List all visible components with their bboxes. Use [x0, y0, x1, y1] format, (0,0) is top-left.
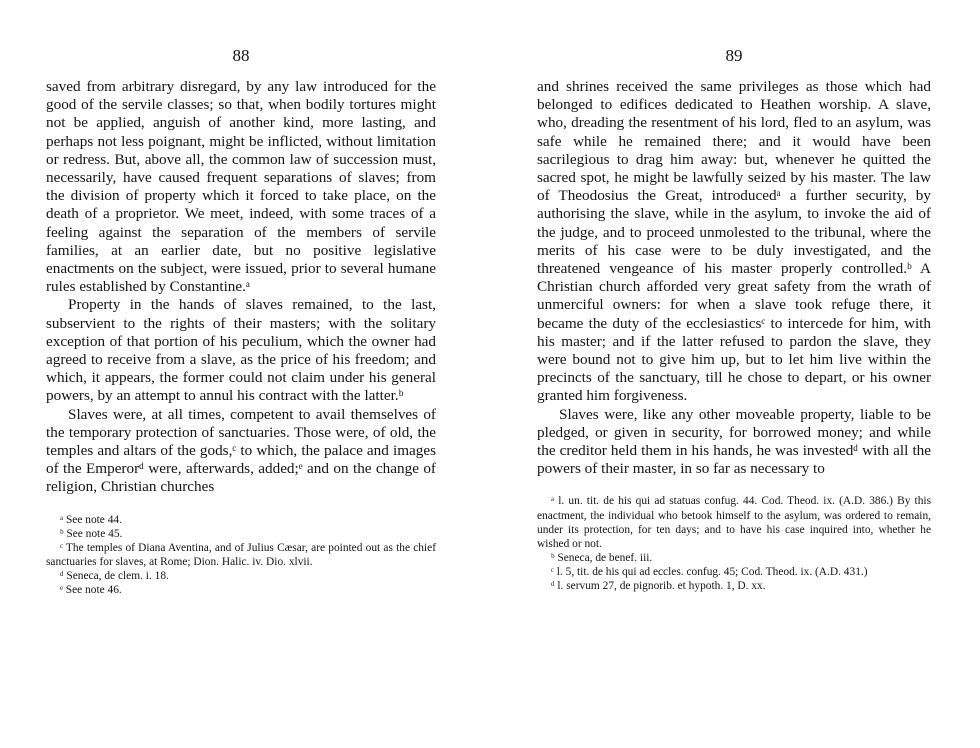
- right-body-text: [537, 78, 931, 478]
- page-number-right: 89: [725, 46, 743, 65]
- footnote: ᶜ The temples of Diana Aventina, and of Julius Cæsar, are pointed out as the chief sanctuaries for slaves, at Rome; Dion. Halic. iv. Dio. xlvii.: [46, 541, 436, 568]
- left-page: [46, 0, 436, 748]
- paragraph: and shrines received the same privileges as those which had belonged to edifices dedicated to Heathen worship. A slave, who, dreading the resentment of his lord, fled to an asylum, was safe while he remained there; and it would have been sacrilegious to drag him away: but, whenever he quitted the sacred spot, he might be lawfully seized by his master. The law of Theodosius the Great, introducedᵃ a further security, by authorising the slave, while in the asylum, to invoke the aid of the judge, and to proceed unmolested to the tribunal, where the merits of his case were to be duly investigated, and the threatened vengeance of his master properly controlled.ᵇ A Christian church afforded very great safety from the wrath of unmerciful owners: for when a slave took refuge there, it became the duty of the ecclesiasticsᶜ to intercede for him, with his master; and if the latter refused to pardon the slave, they were bound not to give him up, but to let him live within the precincts of the sanctuary, till he chose to depart, or his owner granted him forgiveness.: [537, 78, 931, 405]
- footnote: ᵈ l. servum 27, de pignorib. et hypoth. 1, D. xx.: [551, 580, 766, 593]
- right-page: [537, 0, 931, 748]
- page-number-left: 88: [232, 46, 250, 65]
- left-body-text: [46, 78, 436, 497]
- footnote: ᵈ Seneca, de clem. i. 18.: [60, 570, 169, 583]
- left-footnotes: [46, 513, 436, 598]
- footnote: ᵃ l. un. tit. de his qui ad statuas confug. 44. Cod. Theod. ix. (A.D. 386.) By this enactment, the individual who betook himself to the asylum, was ordered to remain, under its protection, for ten days; and to have his case inquired into, whether he wished or not.: [537, 495, 931, 550]
- footnote: ᵃ See note 44.: [60, 513, 122, 526]
- paragraph: Slaves were, at all times, competent to avail themselves of the temporary protection of sanctuaries. Those were, of old, the temples and altars of the gods,ᶜ to which, the palace and images of the Emperorᵈ were, afterwards, added;ᵉ and on the change of religion, Christian churches: [46, 405, 436, 496]
- footnote: ᵉ See note 46.: [60, 584, 122, 597]
- paragraph: Slaves were, like any other moveable property, liable to be pledged, or given in security, for borrowed money; and while the creditor held them in his hands, he was investedᵈ with all the powers of their master, in so far as necessary to: [537, 405, 931, 478]
- footnote: ᵇ Seneca, de benef. iii.: [551, 551, 653, 564]
- paragraph: Property in the hands of slaves remained, to the last, subservient to the rights of their masters; with the solitary exception of that portion of his peculium, which the owner had agreed to receive from a slave, as the price of his freedom; and which, it appears, the former could not claim under his general powers, by an attempt to annul his contract with the latter.ᵇ: [46, 296, 436, 405]
- footnote: ᵇ See note 45.: [60, 527, 123, 540]
- footnote: ᶜ l. 5, tit. de his qui ad eccles. confug. 45; Cod. Theod. ix. (A.D. 431.): [551, 565, 868, 578]
- paragraph: saved from arbitrary disregard, by any law introduced for the good of the servile classes; so that, when bodily tortures might not be applied, anguish of another kind, more lasting, and perhaps not less poignant, might be inflicted, without limitation or redress. But, above all, the common law of succession must, necessarily, have caused frequent separations of slaves; from the division of property which it forced to take place, on the death of a proprietor. We meet, indeed, with some traces of a feeling against the separation of the members of servile families, at an earlier date, but no positive legislative enactments on the subject, were issued, prior to several humane rules established by Constantine.ᵃ: [46, 78, 436, 296]
- right-footnotes: [537, 494, 931, 593]
